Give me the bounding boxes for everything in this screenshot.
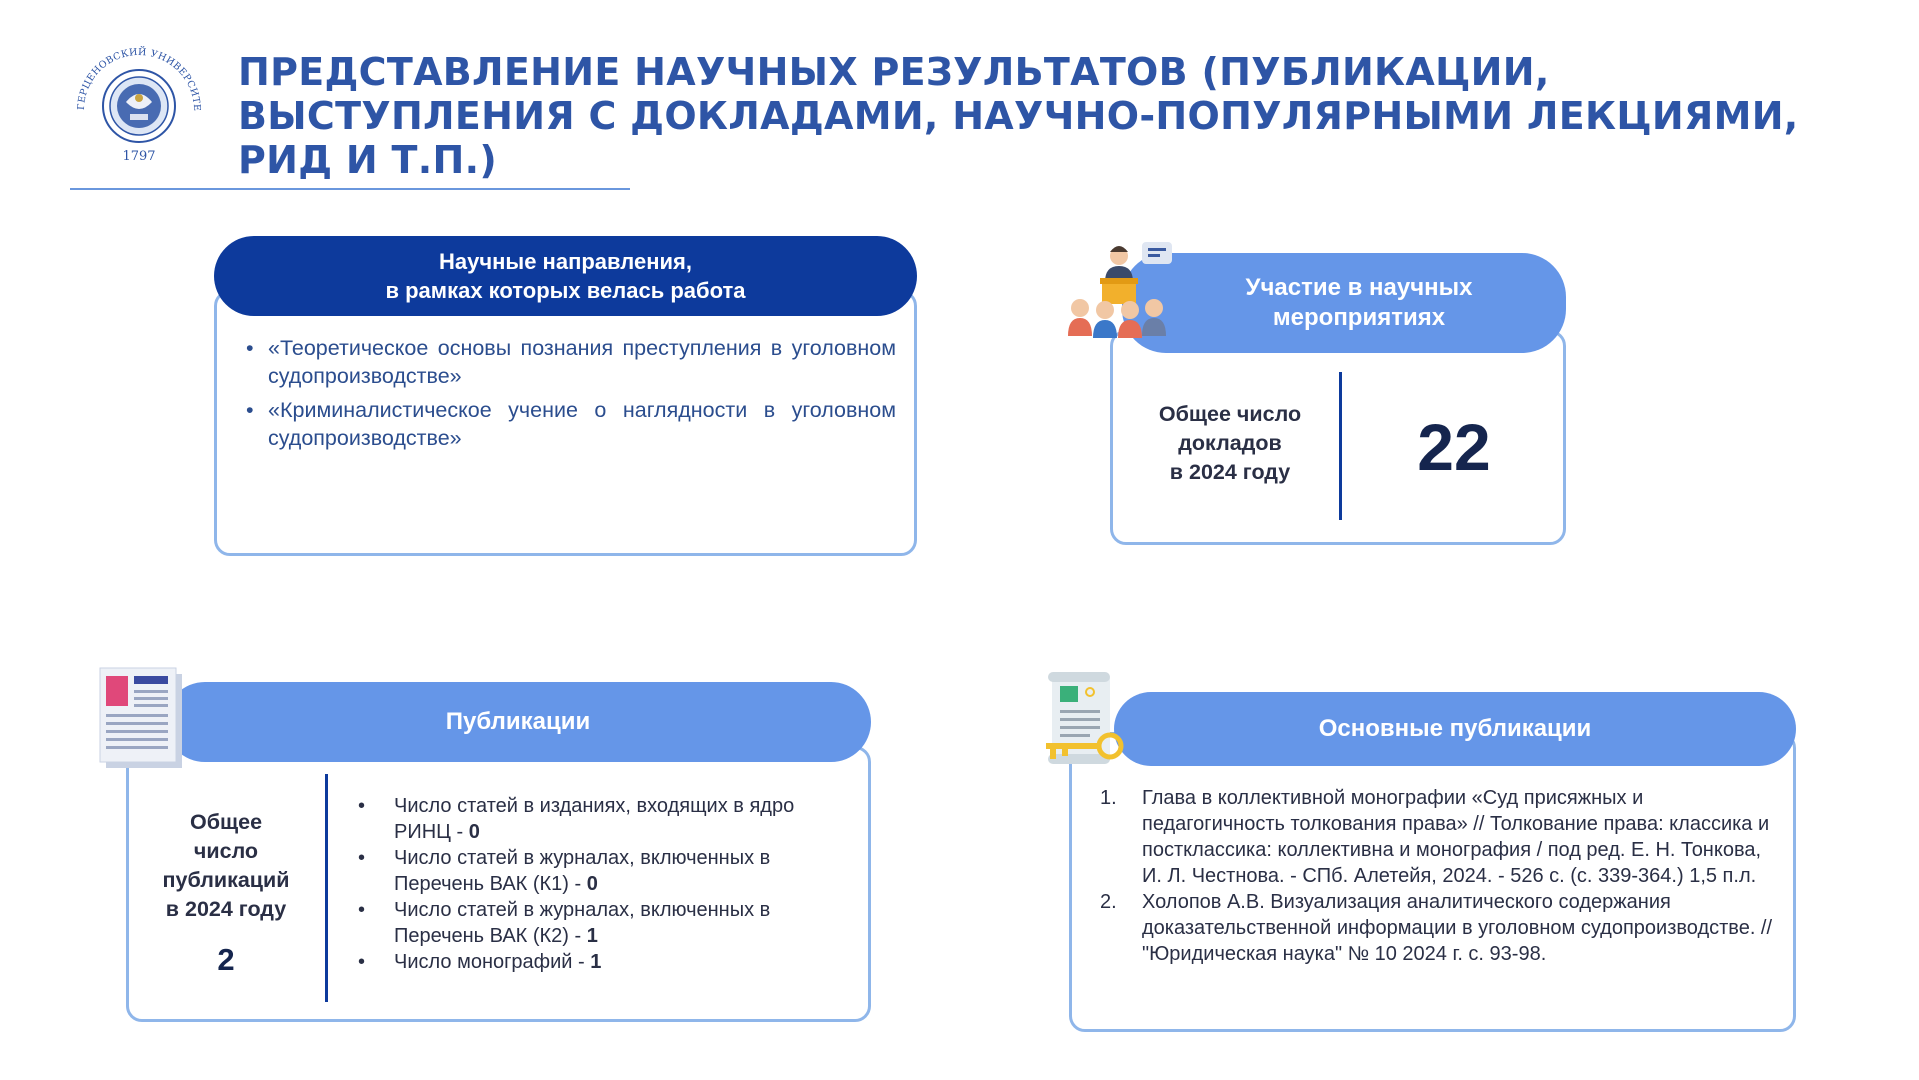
publication-count: 1: [590, 951, 602, 973]
publications-label-line1: Общее: [189, 810, 263, 834]
events-label: [1130, 400, 1330, 487]
publication-count: 0: [468, 821, 480, 843]
list-item: • Число статей в изданиях, входящих в ядро РИНЦ - 0: [356, 793, 856, 845]
list-item: 1. Глава в коллективной монографии «Суд присяжных и педагогичность толкования права» // Толкование права: классика и постклассика: коллективна и монография / под ред. Е. Н. Тонкова, И. Л. Честнова. - СПб. Алетейя, 2024. - 526 с. (с. 339-364.) 1,5 п.л.: [1100, 787, 1770, 887]
directions-heading: [214, 236, 917, 316]
title-divider: [70, 188, 630, 190]
list-number: 2.: [1100, 891, 1117, 913]
publications-label: [140, 808, 312, 924]
university-logo: [64, 44, 214, 166]
conference-speaker-icon: [1064, 238, 1184, 350]
publications-total: 2: [217, 942, 235, 977]
directions-heading-line1: Научные направления,: [439, 249, 692, 274]
publication-count: 0: [586, 873, 598, 895]
events-label-line3: в 2024 году: [1169, 460, 1291, 484]
list-number: 1.: [1100, 787, 1117, 809]
main-publications-heading: Основные публикации: [1114, 692, 1796, 766]
publication-count: 1: [586, 925, 598, 947]
logo-ring-text: ГЕРЦЕНОВСКИЙ УНИВЕРСИТЕ: [75, 46, 203, 112]
directions-list: [246, 334, 896, 458]
events-heading-line1: Участие в научных: [1245, 274, 1473, 301]
certificate-key-icon: [1040, 670, 1132, 776]
events-divider: [1339, 372, 1342, 520]
publications-label-line2: число: [193, 839, 259, 863]
university-seal-icon: [64, 44, 214, 166]
page-title: ПРЕДСТАВЛЕНИЕ НАУЧНЫХ РЕЗУЛЬТАТОВ (ПУБЛИКАЦИИ, ВЫСТУПЛЕНИЯ С ДОКЛАДАМИ, НАУЧНО-ПОПУЛЯРНЫМИ ЛЕКЦИЯМИ, РИД И Т.П.): [238, 50, 1799, 182]
list-item: • Число монографий - 1: [356, 949, 856, 975]
main-publications-list: [1096, 785, 1776, 967]
publications-divider: [325, 774, 328, 1002]
events-count: 22: [1417, 410, 1491, 484]
events-heading: [1122, 253, 1566, 353]
events-heading-line2: мероприятиях: [1272, 304, 1446, 331]
publications-list: [356, 793, 856, 975]
list-item: • Число статей в журналах, включенных в Перечень ВАК (К2) - 1: [356, 897, 856, 949]
publications-label-line3: публикаций: [162, 868, 290, 892]
publications-heading: Публикации: [165, 682, 871, 762]
list-item: • «Криминалистическое учение о наглядности в уголовном судопроизводстве»: [246, 396, 896, 452]
logo-year: 1797: [122, 149, 156, 164]
newspaper-icon: [96, 664, 188, 770]
events-label-line1: Общее число: [1158, 402, 1302, 426]
events-label-line2: докладов: [1178, 431, 1282, 455]
list-item: • «Теоретическое основы познания преступления в уголовном судопроизводстве»: [246, 334, 896, 390]
list-item: 2. Холопов А.В. Визуализация аналитического содержания доказательственной информации в уголовном судопроизводстве. // "Юридическая наука" № 10 2024 г. с. 93-98.: [1100, 891, 1773, 965]
directions-heading-line2: в рамках которых велась работа: [385, 278, 746, 303]
publications-label-line4: в 2024 году: [165, 897, 287, 921]
list-item: • Число статей в журналах, включенных в Перечень ВАК (К1) - 0: [356, 845, 856, 897]
